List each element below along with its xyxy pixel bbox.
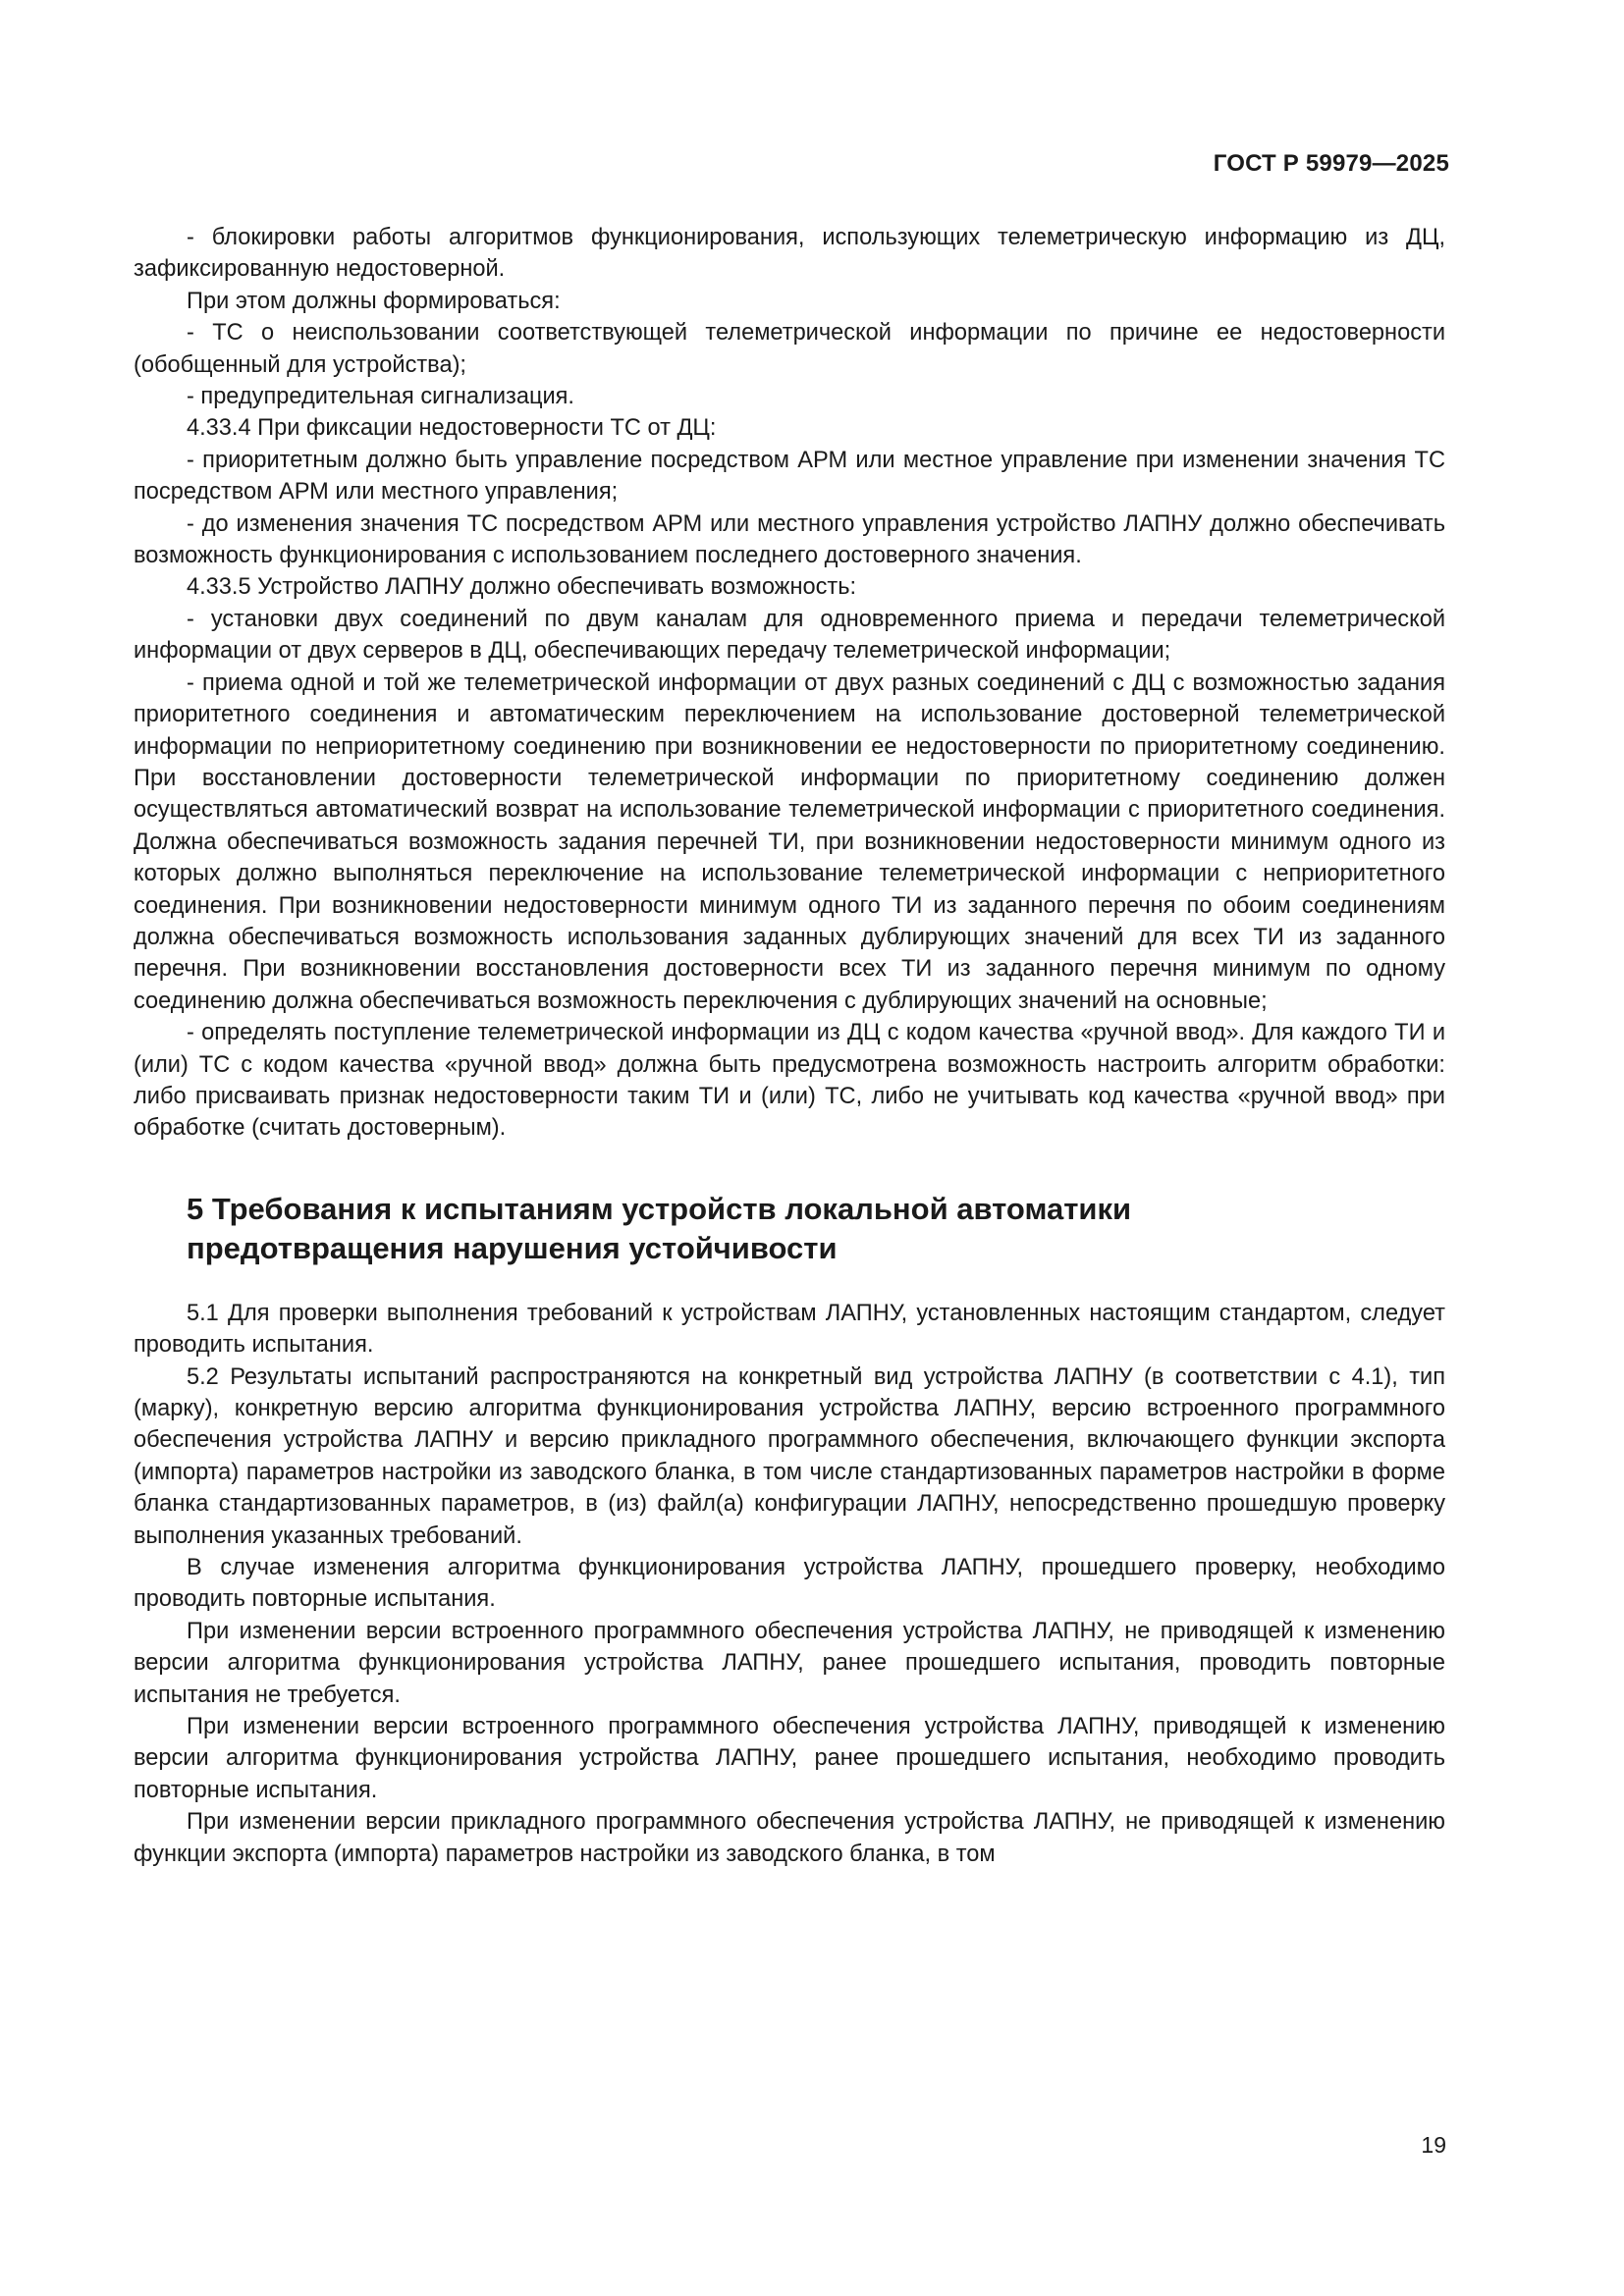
paragraph: 4.33.5 Устройство ЛАПНУ должно обеспечивать возможность:	[187, 574, 857, 601]
paragraph: 4.33.4 При фиксации недостоверности ТС от ДЦ:	[187, 415, 717, 442]
paragraph: - блокировки работы алгоритмов функционирования, использующих телеметрическую информацию из ДЦ, зафиксированную недостоверной.	[134, 225, 1445, 283]
paragraph: - определять поступление телеметрической информации из ДЦ с кодом качества «ручной ввод». Для каждого ТИ и (или) ТС с кодом качества «ручной ввод» должна быть предусмотрена возможность настроить алгоритм обработки: либо присваивать признак недостоверности таким ТИ и (или) ТС, либо не учитывать код качества «ручной ввод» при обработке (считать достоверным).	[134, 1020, 1445, 1142]
section-heading-line-1: 5 Требования к испытаниям устройств локальной автоматики	[187, 1191, 1132, 1226]
paragraph: - приоритетным должно быть управление посредством АРМ или местное управление при изменении значения ТС посредством АРМ или местного управления;	[134, 447, 1445, 506]
page-number: 19	[1421, 2132, 1446, 2158]
paragraph: - предупредительная сигнализация.	[187, 384, 574, 410]
paragraph: 5.2 Результаты испытаний распространяются на конкретный вид устройства ЛАПНУ (в соответствии с 4.1), тип (марку), конкретную версию алгоритма функционирования устройства ЛАПНУ, версию встроенного программного обеспечения устройства ЛАПНУ и версию прикладного программного обеспечения, включающего функции экспорта (импорта) параметров настройки из заводского бланка, в том числе стандартизованных параметров настройки в форме бланка стандартизованных параметров, в (из) файл(а) конфигурации ЛАПНУ, непосредственно прошедшую проверку выполнения указанных требований.	[134, 1363, 1445, 1549]
paragraph: 5.1 Для проверки выполнения требований к устройствам ЛАПНУ, установленных настоящим стандартом, следует проводить испытания.	[134, 1300, 1445, 1359]
paragraph: - ТС о неиспользовании соответствующей телеметрической информации по причине ее недостоверности (обобщенный для устройства);	[134, 320, 1445, 378]
paragraph: - установки двух соединений по двум каналам для одновременного приема и передачи телеметрической информации от двух серверов в ДЦ, обеспечивающих передачу телеметрической информации;	[134, 606, 1445, 665]
paragraph: - до изменения значения ТС посредством АРМ или местного управления устройство ЛАПНУ должно обеспечивать возможность функционирования с использованием последнего достоверного значения.	[134, 510, 1445, 569]
paragraph: При этом должны формироваться:	[187, 288, 561, 314]
paragraph: При изменении версии прикладного программного обеспечения устройства ЛАПНУ, не приводящей к изменению функции экспорта (импорта) параметров настройки из заводского бланка, в том	[134, 1809, 1445, 1867]
section-heading	[187, 1190, 1445, 1268]
paragraph: - приема одной и той же телеметрической информации от двух разных соединений с ДЦ с возможностью задания приоритетного соединения и автоматическим переключением на использование достоверной телеметрической информации по неприоритетному соединению при возникновении ее недостоверности по приоритетному соединению. При восстановлении достоверности телеметрической информации по приоритетному соединению должен осуществляться автоматический возврат на использование телеметрической информации с приоритетного соединения. Должна обеспечиваться возможность задания перечней ТИ, при возникновении недостоверности минимум одного из которых должно выполняться переключение на использование телеметрической информации с неприоритетного соединения. При возникновении недостоверности минимум одного ТИ из заданного перечня по обоим соединениям должна обеспечиваться возможность использования заданных дублирующих значений для всех ТИ из заданного перечня. При возникновении восстановления достоверности всех ТИ из заданного перечня минимум по одному соединению должна обеспечиваться возможность переключения с дублирующих значений на основные;	[134, 669, 1445, 1014]
paragraph: В случае изменения алгоритма функционирования устройства ЛАПНУ, прошедшего проверку, необходимо проводить повторные испытания.	[134, 1555, 1445, 1613]
paragraph: При изменении версии встроенного программного обеспечения устройства ЛАПНУ, приводящей к изменению версии алгоритма функционирования устройства ЛАПНУ, ранее прошедшего испытания, необходимо проводить повторные испытания.	[134, 1714, 1445, 1803]
paragraph: При изменении версии встроенного программного обеспечения устройства ЛАПНУ, не приводящей к изменению версии алгоритма функционирования устройства ЛАПНУ, ранее прошедшего испытания, проводить повторные испытания не требуется.	[134, 1618, 1445, 1708]
document-header: ГОСТ Р 59979—2025	[1213, 150, 1449, 177]
section-heading-line-2: предотвращения нарушения устойчивости	[187, 1230, 838, 1265]
document-body	[134, 222, 1445, 1870]
